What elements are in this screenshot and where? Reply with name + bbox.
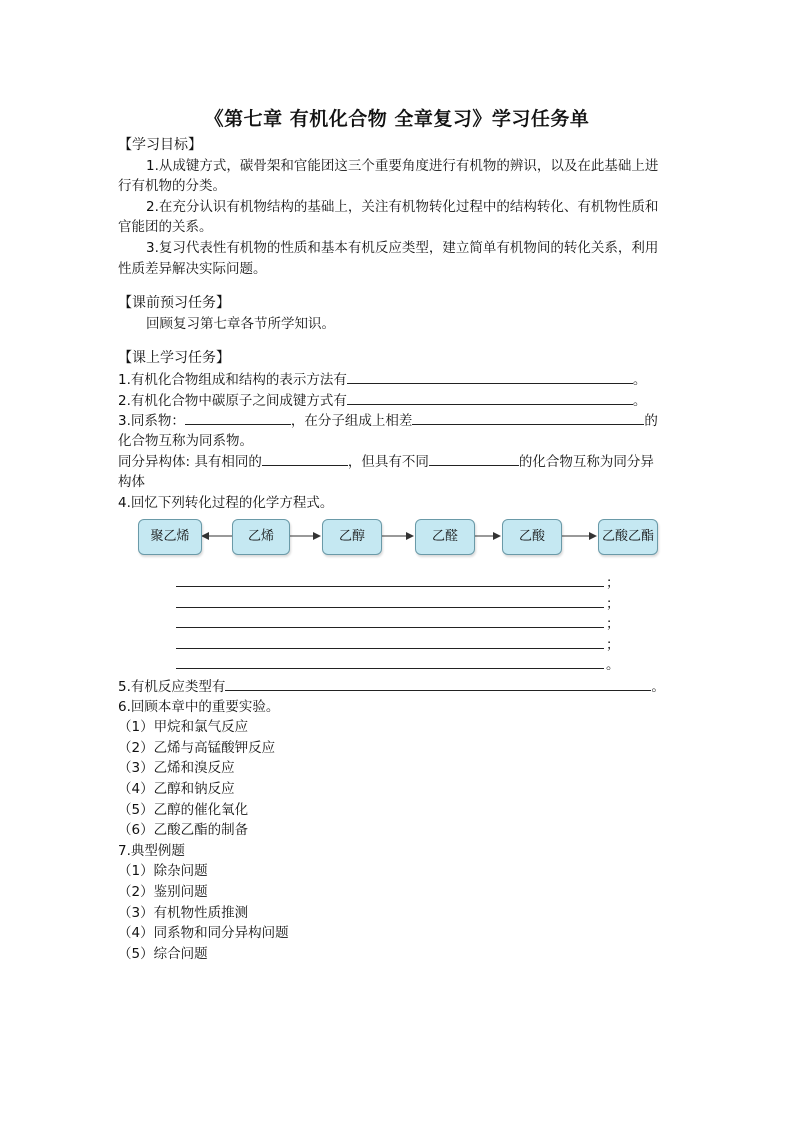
equation-blank-5[interactable] xyxy=(176,668,604,669)
question-3 xyxy=(118,410,678,431)
answer-blank-3c[interactable] xyxy=(262,451,348,466)
preview-heading: 【课前预习任务】 xyxy=(118,295,230,312)
experiment-item: （2）乙烯与高锰酸钾反应 xyxy=(118,739,276,756)
question-6: 6.回顾本章中的重要实验。 xyxy=(118,698,280,715)
goal-2-line-2: 官能团的关系。 xyxy=(118,219,213,236)
goal-3-line-2: 性质差异解决实际问题。 xyxy=(118,260,267,277)
answer-blank-3b[interactable] xyxy=(412,410,644,425)
flow-node-polyethylene: 聚乙烯 xyxy=(138,519,202,555)
answer-blank-1[interactable] xyxy=(347,369,633,384)
isomer-mid: ，但具有不同 xyxy=(347,454,429,471)
flow-node-ethyl-acetate: 乙酸乙酯 xyxy=(598,519,658,555)
goals-heading: 【学习目标】 xyxy=(118,137,202,153)
equation-line-2 xyxy=(118,594,678,615)
question-5 xyxy=(118,676,678,697)
experiment-item: （1）甲烷和氯气反应 xyxy=(118,719,249,736)
page-title: 《第七章 有机化合物 全章复习》学习任务单 xyxy=(204,108,590,130)
goal-1-line-2: 行有机物的分类。 xyxy=(118,178,226,195)
conversion-flow-diagram xyxy=(138,513,658,573)
experiment-item: （6）乙酸乙酯的制备 xyxy=(118,822,249,839)
example-item: （1）除杂问题 xyxy=(118,863,208,880)
preview-text: 回顾复习第七章各节所学知识。 xyxy=(146,315,335,332)
inclass-heading: 【课上学习任务】 xyxy=(118,350,230,367)
question-5-text: 5.有机反应类型有 xyxy=(118,679,226,696)
question-1-period: 。 xyxy=(632,371,647,388)
worksheet-content xyxy=(118,135,678,964)
question-7: 7.典型例题 xyxy=(118,842,185,859)
question-2-text: 2.有机化合物中碳原子之间成键方式有 xyxy=(118,392,347,409)
isomer-question xyxy=(118,451,678,472)
question-3-mid: ，在分子组成上相差 xyxy=(290,413,413,430)
question-1-text: 1.有机化合物组成和结构的表示方法有 xyxy=(118,371,347,388)
flow-node-acetaldehyde: 乙醛 xyxy=(415,519,475,555)
isomer-end: 的化合物互称为同分异 xyxy=(518,454,654,471)
equation-punct-5: 。 xyxy=(606,657,620,674)
equation-punct-3: ； xyxy=(606,616,620,633)
experiment-item: （4）乙醇和钠反应 xyxy=(118,781,235,798)
question-1 xyxy=(118,369,678,390)
flow-node-ethanol: 乙醇 xyxy=(322,519,382,555)
experiment-item: （3）乙烯和溴反应 xyxy=(118,760,235,777)
goal-3-line-1: 3.复习代表性有机物的性质和基本有机反应类型，建立简单有机物间的转化关系，利用 xyxy=(146,239,659,256)
equation-line-5 xyxy=(118,655,678,676)
answer-blank-3a[interactable] xyxy=(185,410,291,425)
question-2-period: 。 xyxy=(632,392,647,409)
example-item: （5）综合问题 xyxy=(118,945,208,962)
isomer-question-cont: 构体 xyxy=(118,473,145,490)
question-3-end: 的 xyxy=(644,413,658,430)
example-item: （2）鉴别问题 xyxy=(118,884,208,900)
equation-blank-3[interactable] xyxy=(176,627,604,628)
experiment-item: （5）乙醇的催化氧化 xyxy=(118,801,249,818)
isomer-label: 同分异构体: 具有相同的 xyxy=(118,454,262,471)
flow-node-acetic-acid: 乙酸 xyxy=(502,519,562,555)
equation-punct-1: ； xyxy=(606,575,620,592)
question-3-label: 3.同系物： xyxy=(118,413,185,430)
equation-line-3 xyxy=(118,614,678,635)
question-4: 4.回忆下列转化过程的化学方程式。 xyxy=(118,494,334,511)
example-item: （4）同系物和同分异构问题 xyxy=(118,925,289,942)
equation-blank-4[interactable] xyxy=(176,648,604,649)
answer-blank-3d[interactable] xyxy=(429,451,519,466)
question-5-period: 。 xyxy=(651,679,665,696)
equation-line-1 xyxy=(118,573,678,594)
goal-2-line-1: 2.在充分认识有机物结构的基础上，关注有机物转化过程中的结构转化、有机物性质和 xyxy=(146,198,659,215)
question-2 xyxy=(118,390,678,411)
equation-blank-2[interactable] xyxy=(176,607,604,608)
answer-blank-2[interactable] xyxy=(347,390,633,405)
equation-punct-2: ； xyxy=(606,595,620,612)
example-item: （3）有机物性质推测 xyxy=(118,904,249,921)
flow-arrows xyxy=(138,513,658,573)
equation-line-4 xyxy=(118,635,678,656)
goal-1-line-1: 1.从成键方式，碳骨架和官能团这三个重要角度进行有机物的辨识，以及在此基础上进 xyxy=(146,157,659,174)
answer-blank-5[interactable] xyxy=(225,676,651,691)
question-3-cont: 化合物互称为同系物。 xyxy=(118,432,253,449)
flow-node-ethylene: 乙烯 xyxy=(232,519,290,555)
equation-blank-1[interactable] xyxy=(176,586,604,587)
equation-punct-4: ； xyxy=(606,636,620,653)
